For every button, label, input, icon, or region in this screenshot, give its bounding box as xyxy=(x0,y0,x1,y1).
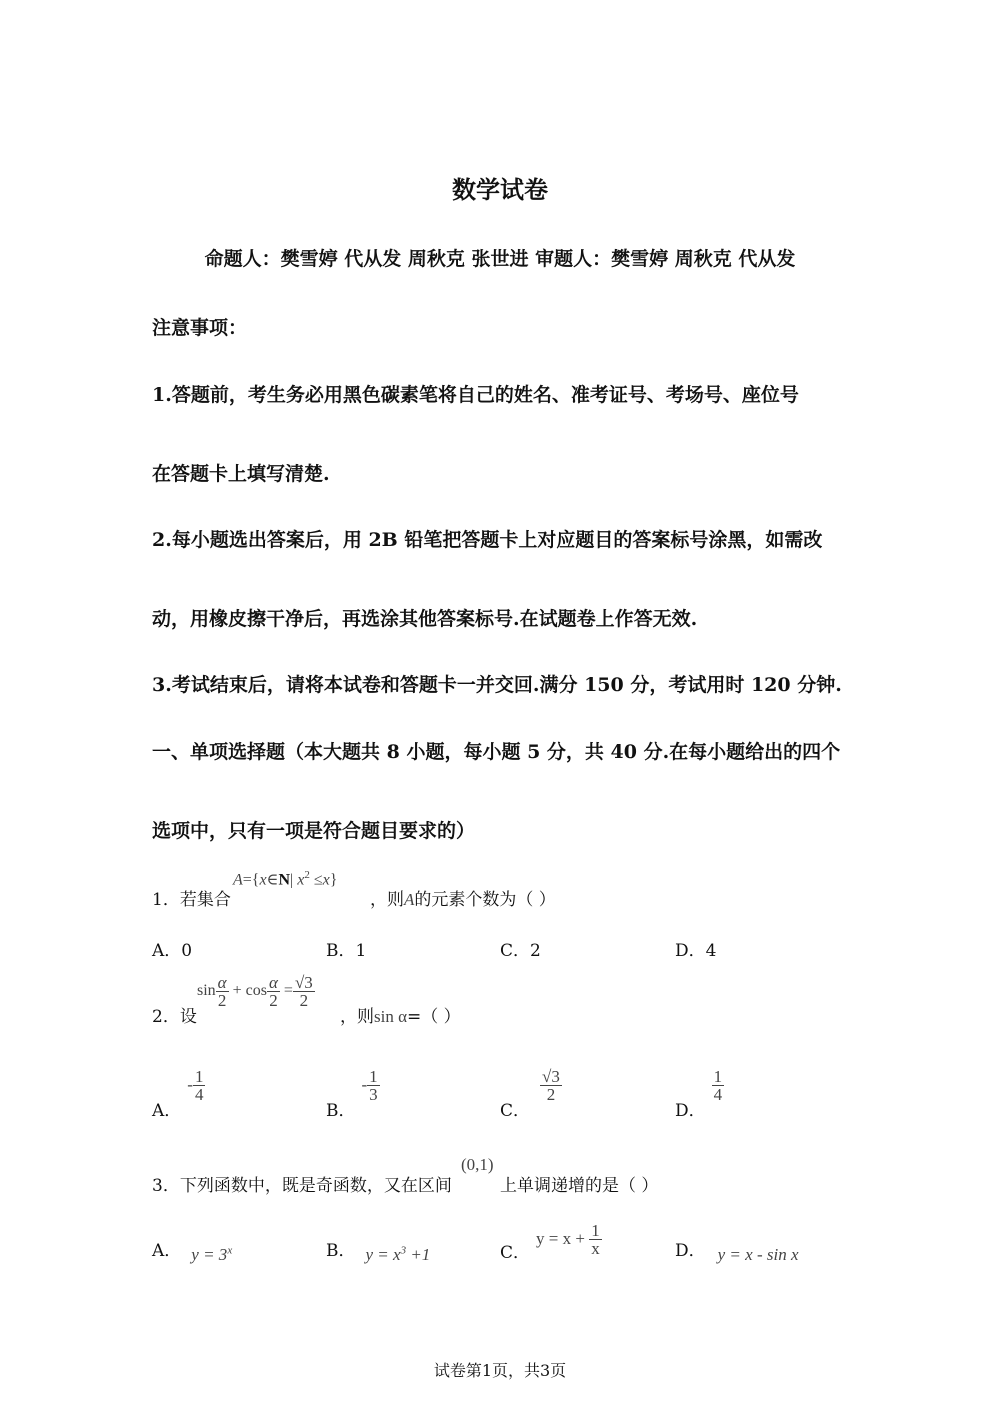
page-footer: 试卷第1页，共3页 xyxy=(433,1361,567,1380)
question-3-option-d[interactable]: D． y = x - sin x xyxy=(675,1241,799,1264)
question-2-option-c[interactable]: C． $\frac{√3}{2}$ xyxy=(500,1067,560,1121)
notice-item-2-line-2: 动，用橡皮擦干净后，再选涂其他答案标号.在试题卷上作答无效. xyxy=(152,608,698,630)
page-title: 数学试卷 xyxy=(452,175,548,204)
section-heading-line-1: 一、单项选择题（本大题共 8 小题，每小题 5 分，共 40 分.在每小题给出的四个 xyxy=(152,741,841,763)
notice-item-3: 3.考试结束后，请将本试卷和答题卡一并交回.满分 150 分，考试用时 120 分钟. xyxy=(152,674,842,696)
question-2-suffix: ，则sin α=（ ） xyxy=(340,1007,461,1027)
question-1-option-a[interactable]: A．0 xyxy=(152,941,193,961)
question-3-option-b[interactable]: B． $y = x^3 +1$ xyxy=(326,1241,431,1264)
question-1-set-expression: A={x∈N| $x^2 \le x$} xyxy=(233,869,338,889)
question-2-prefix: 2．设 xyxy=(152,1007,197,1027)
question-1-option-c[interactable]: C．2 xyxy=(500,941,541,961)
question-1-prefix: 1．若集合 xyxy=(152,890,231,910)
notice-item-1-line-1: 1.答题前，考生务必用黑色碳素笔将自己的姓名、准考证号、考场号、座位号 xyxy=(152,384,799,406)
section-heading-line-2: 选项中，只有一项是符合题目要求的） xyxy=(152,820,476,842)
question-2-option-a[interactable]: A．- $\frac{1}{4}$ xyxy=(152,1067,204,1121)
notice-item-1-line-2: 在答题卡上填写清楚. xyxy=(152,463,330,485)
question-3-suffix: 上单调递增的是（ ） xyxy=(500,1176,659,1196)
notice-heading: 注意事项： xyxy=(152,317,248,339)
question-2-option-d[interactable]: D． $\frac{1}{4}$ xyxy=(675,1067,723,1121)
question-3-interval: (0,1) xyxy=(461,1155,494,1174)
question-2-equation: sin $\frac{\alpha}{2}$ + cos $\frac{\alpha}{2}$ = $\frac{√3}{2}$ xyxy=(197,973,313,1010)
notice-item-2-line-1: 2.每小题选出答案后，用 2B 铅笔把答题卡上对应题目的答案标号涂黑，如需改 xyxy=(152,529,823,551)
authors-line: 命题人：樊雪婷 代从发 周秋克 张世进 审题人：樊雪婷 周秋克 代从发 xyxy=(204,248,796,270)
question-3-option-c[interactable]: C．y = x + $\frac{1}{x}$ xyxy=(500,1221,600,1263)
question-3-prefix: 3．下列函数中，既是奇函数，又在区间 xyxy=(152,1176,452,1196)
question-1-option-b[interactable]: B．1 xyxy=(326,941,367,961)
question-3-option-a[interactable]: A． $y = 3^x$ xyxy=(152,1241,233,1264)
question-1-suffix: ，则A的元素个数为（ ） xyxy=(370,890,556,910)
question-1-option-d[interactable]: D．4 xyxy=(675,941,717,961)
question-2-option-b[interactable]: B．- $\frac{1}{3}$ xyxy=(326,1067,378,1121)
